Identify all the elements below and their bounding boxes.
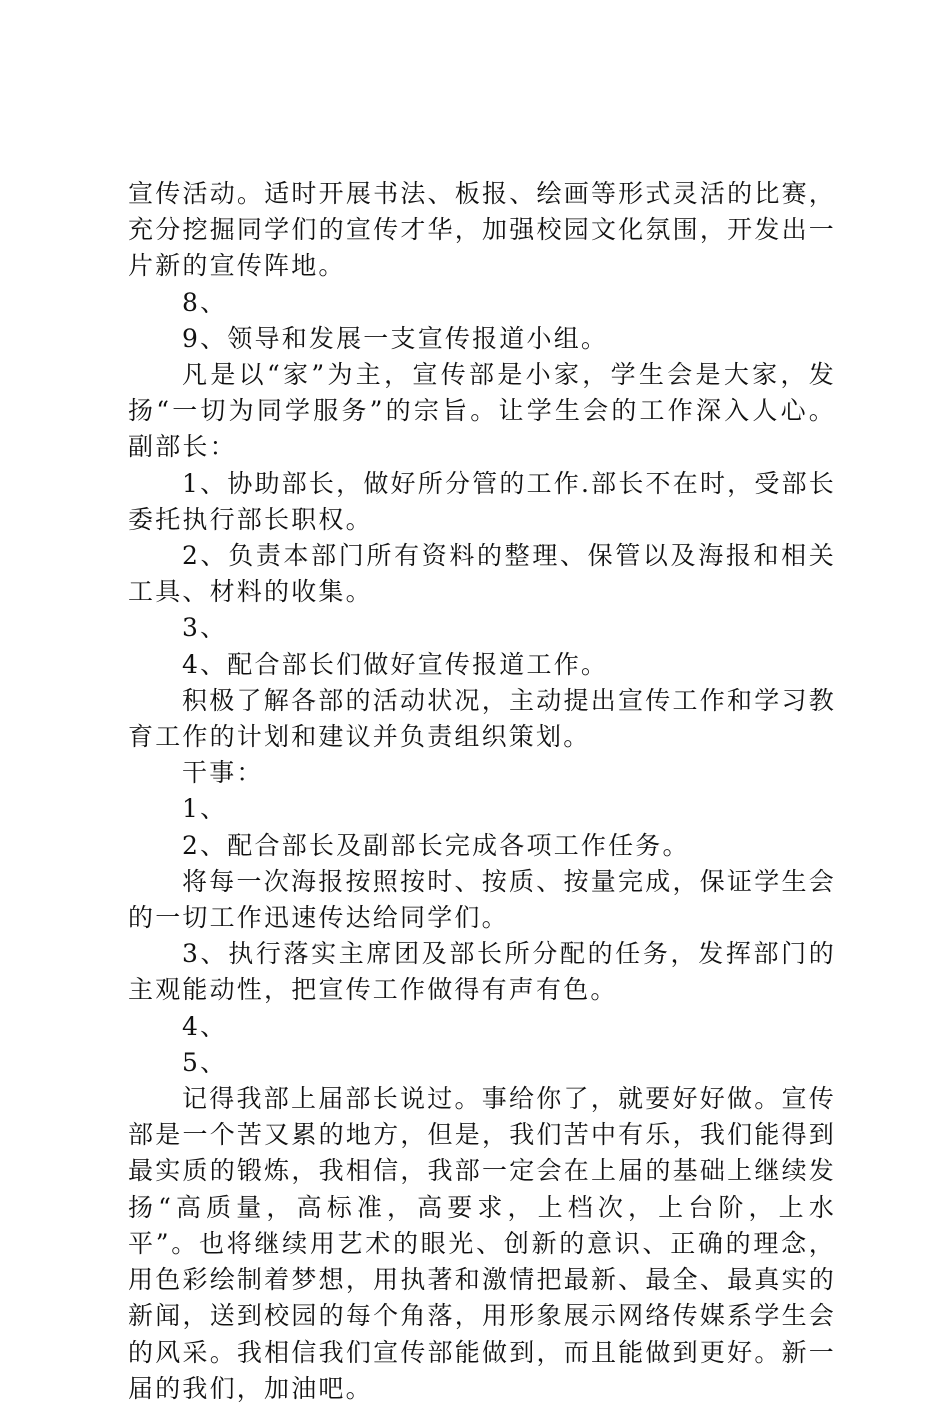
paragraph-16: 5、: [182, 1047, 228, 1077]
paragraph-8: 4、配合部长们做好宣传报道工作。: [182, 649, 609, 679]
paragraph-1: 宣传活动。适时开展书法、板报、绘画等形式灵活的比赛，充分挖掘同学们的宣传才华，加强校园文化氛围，开发出一片新的宣传阵地。: [128, 179, 836, 281]
document-body: [128, 176, 836, 1407]
paragraph-12: 2、配合部长及副部长完成各项工作任务。: [182, 830, 690, 860]
paragraph-7: 3、: [182, 613, 228, 643]
paragraph-13: 将每一次海报按照按时、按质、按量完成，保证学生会的一切工作迅速传达给同学们。: [128, 866, 836, 933]
paragraph-6: 2、负责本部门所有资料的整理、保管以及海报和相关工具、材料的收集。: [128, 541, 836, 607]
paragraph-4: 凡是以“家”为主，宣传部是小家，学生会是大家，发扬“一切为同学服务”的宗旨。让学生会的工作深入人心。副部长：: [128, 360, 836, 462]
paragraph-3: 9、领导和发展一支宣传报道小组。: [182, 323, 609, 353]
paragraph-5: 1、协助部长，做好所分管的工作.部长不在时，受部长委托执行部长职权。: [128, 468, 836, 534]
paragraph-2: 8、: [182, 287, 228, 317]
paragraph-10: 干事：: [182, 758, 264, 788]
paragraph-9: 积极了解各部的活动状况，主动提出宣传工作和学习教育工作的计划和建议并负责组织策划。: [128, 685, 836, 752]
paragraph-14: 3、执行落实主席团及部长所分配的任务，发挥部门的主观能动性，把宣传工作做得有声有色。: [128, 939, 836, 1005]
paragraph-11: 1、: [182, 794, 228, 824]
paragraph-17: 记得我部上届部长说过。事给你了，就要好好做。宣传部是一个苦又累的地方，但是，我们苦中有乐，我们能得到最实质的锻炼，我相信，我部一定会在上届的基础上继续发扬“高质量，高标准，高要求，上档次，上台阶，上水平”。也将继续用艺术的眼光、创新的意识、正确的理念，用色彩绘制着梦想，用执著和激情把最新、最全、最真实的新闻，送到校园的每个角落，用形象展示网络传媒系学生会的风采。我相信我们宣传部能做到，而且能做到更好。新一届的我们，加油吧。: [128, 1084, 836, 1403]
paragraph-15: 4、: [182, 1011, 228, 1041]
